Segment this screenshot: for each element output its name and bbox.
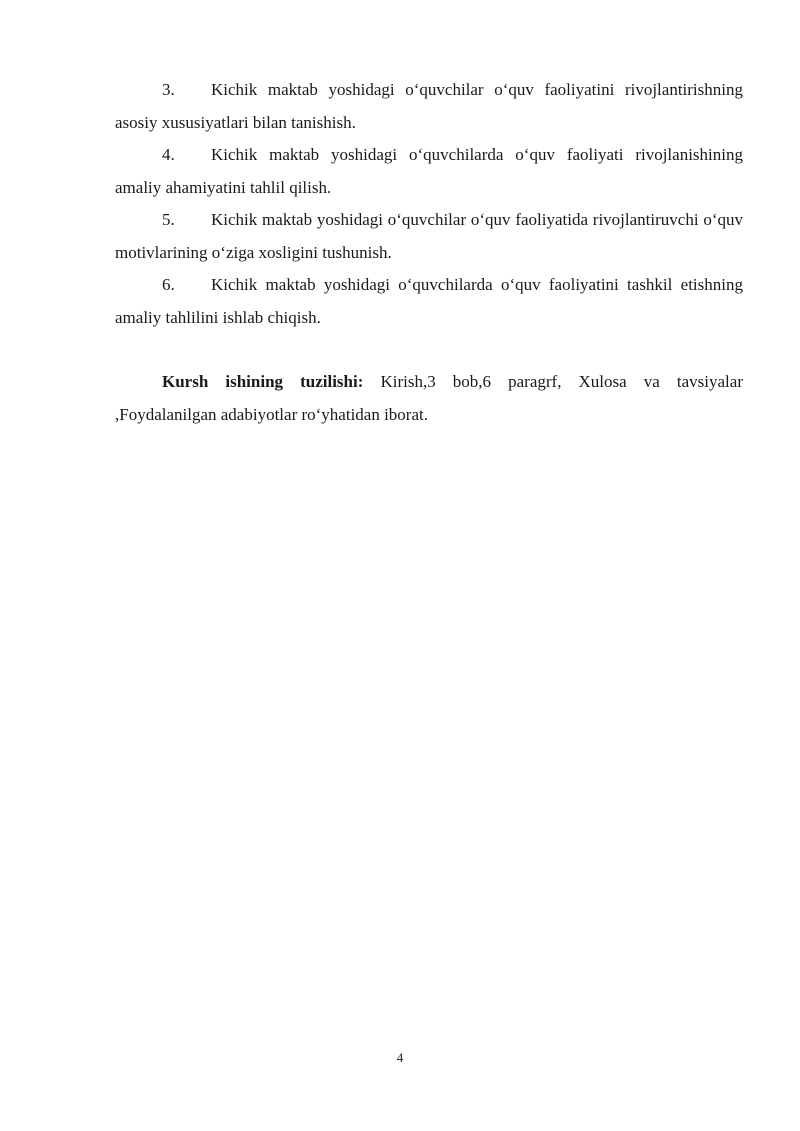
list-item-number: 3. [162, 80, 175, 99]
course-structure-paragraph [115, 366, 743, 431]
list-item-text: Kichik maktab yoshidagi o‘quvchilar o‘quv faoliyatida rivojlantiruvchi o‘quv motivlarining o‘ziga xosligini tushunish. [115, 210, 743, 262]
course-structure-label: Kursh ishining tuzilishi: [162, 372, 364, 391]
document-page [115, 74, 743, 431]
list-item [115, 269, 743, 334]
list-item-text: Kichik maktab yoshidagi o‘quvchilarda o‘quv faoliyati rivojlanishining amaliy ahamiyatini tahlil qilish. [115, 145, 743, 197]
paragraph-spacer [115, 334, 743, 366]
list-item-text: Kichik maktab yoshidagi o‘quvchilarda o‘quv faoliyatini tashkil etishning amaliy tahlilini ishlab chiqish. [115, 275, 743, 327]
list-item-number: 4. [162, 145, 175, 164]
list-item-text: Kichik maktab yoshidagi o‘quvchilar o‘quv faoliyatini rivojlantirishning asosiy xususiyatlari bilan tanishish. [115, 80, 743, 132]
list-item [115, 204, 743, 269]
course-structure-text: Kirish,3 bob,6 paragrf, Xulosa va tavsiyalar ,Foydalanilgan adabiyotlar ro‘yhatidan iborat. [115, 372, 743, 424]
list-item [115, 139, 743, 204]
list-item-number: 6. [162, 275, 175, 294]
page-number: 4 [396, 1050, 404, 1065]
list-item-number: 5. [162, 210, 175, 229]
list-item [115, 74, 743, 139]
